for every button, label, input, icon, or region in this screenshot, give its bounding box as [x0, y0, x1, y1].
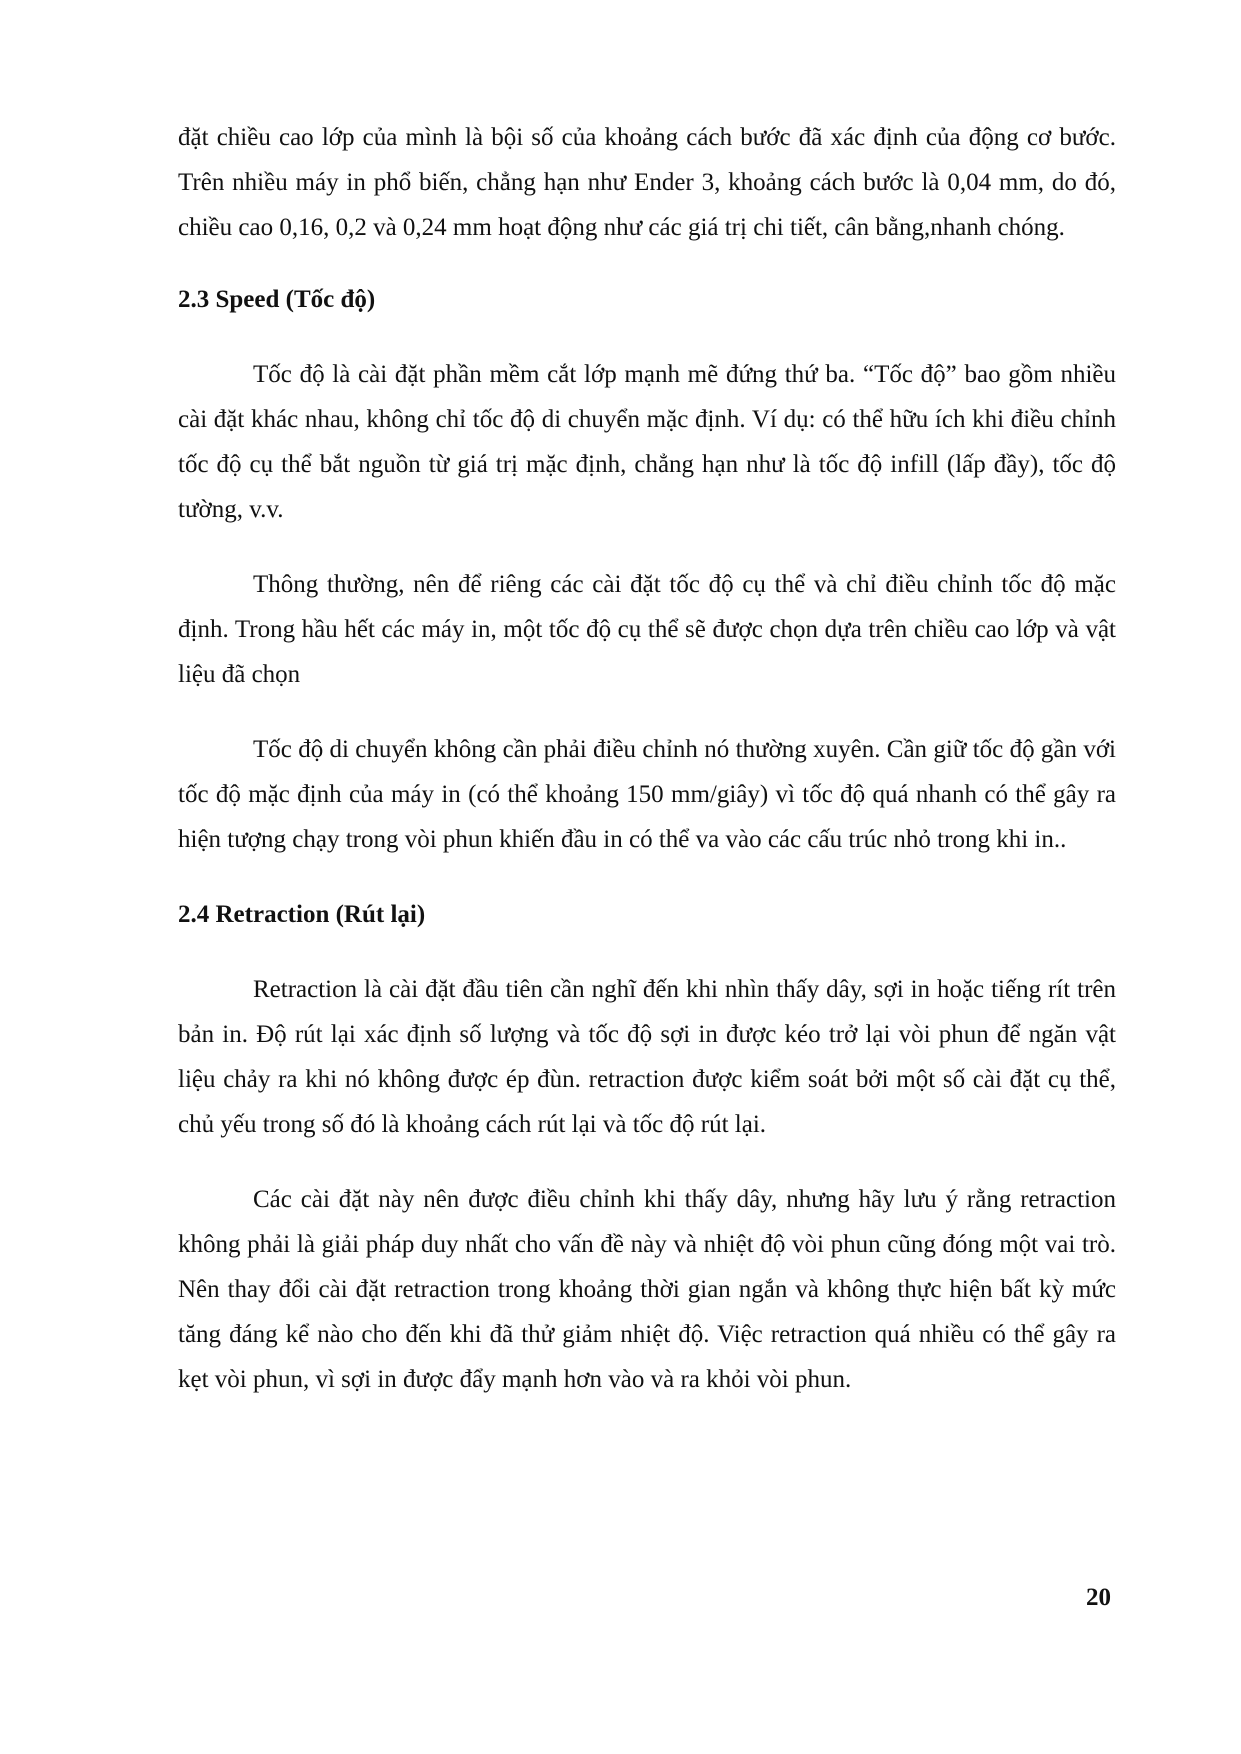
- document-page: [178, 115, 1116, 1402]
- section-heading-speed: 2.3 Speed (Tốc độ): [178, 286, 376, 313]
- intro-paragraph: đặt chiều cao lớp của mình là bội số của khoảng cách bước đã xác định của động cơ bước. Trên nhiều máy in phổ biến, chẳng hạn như Ender 3, khoảng cách bước là 0,04 mm, do đó, chiều cao 0,16, 0,2 và 0,24 mm hoạt động như các giá trị chi tiết, cân bằng,nhanh chóng.: [178, 124, 1116, 241]
- speed-paragraph-3: Tốc độ di chuyển không cần phải điều chỉnh nó thường xuyên. Cần giữ tốc độ gần với tốc độ mặc định của máy in (có thể khoảng 150 mm/giây) vì tốc độ quá nhanh có thể gây ra hiện tượng chạy trong vòi phun khiến đầu in có thể va vào các cấu trúc nhỏ trong khi in..: [178, 736, 1116, 853]
- speed-paragraph-2: Thông thường, nên để riêng các cài đặt tốc độ cụ thể và chỉ điều chỉnh tốc độ mặc định. Trong hầu hết các máy in, một tốc độ cụ thể sẽ được chọn dựa trên chiều cao lớp và vật liệu đã chọn: [178, 571, 1116, 688]
- retraction-paragraph-1: Retraction là cài đặt đầu tiên cần nghĩ đến khi nhìn thấy dây, sợi in hoặc tiếng rít trên bản in. Độ rút lại xác định số lượng và tốc độ sợi in được kéo trở lại vòi phun để ngăn vật liệu chảy ra khi nó không được ép đùn. retraction được kiểm soát bởi một số cài đặt cụ thể, chủ yếu trong số đó là khoảng cách rút lại và tốc độ rút lại.: [178, 976, 1116, 1138]
- retraction-paragraph-2: Các cài đặt này nên được điều chỉnh khi thấy dây, nhưng hãy lưu ý rằng retraction không phải là giải pháp duy nhất cho vấn đề này và nhiệt độ vòi phun cũng đóng một vai trò. Nên thay đổi cài đặt retraction trong khoảng thời gian ngắn và không thực hiện bất kỳ mức tăng đáng kể nào cho đến khi đã thử giảm nhiệt độ. Việc retraction quá nhiều có thể gây ra kẹt vòi phun, vì sợi in được đẩy mạnh hơn vào và ra khỏi vòi phun.: [178, 1186, 1116, 1393]
- speed-paragraph-1: Tốc độ là cài đặt phần mềm cắt lớp mạnh mẽ đứng thứ ba. “Tốc độ” bao gồm nhiều cài đặt khác nhau, không chỉ tốc độ di chuyển mặc định. Ví dụ: có thể hữu ích khi điều chỉnh tốc độ cụ thể bắt nguồn từ giá trị mặc định, chẳng hạn như là tốc độ infill (lấp đầy), tốc độ tường, v.v.: [178, 361, 1116, 523]
- section-heading-retraction: 2.4 Retraction (Rút lại): [178, 901, 426, 928]
- page-number: 20: [1086, 1584, 1111, 1611]
